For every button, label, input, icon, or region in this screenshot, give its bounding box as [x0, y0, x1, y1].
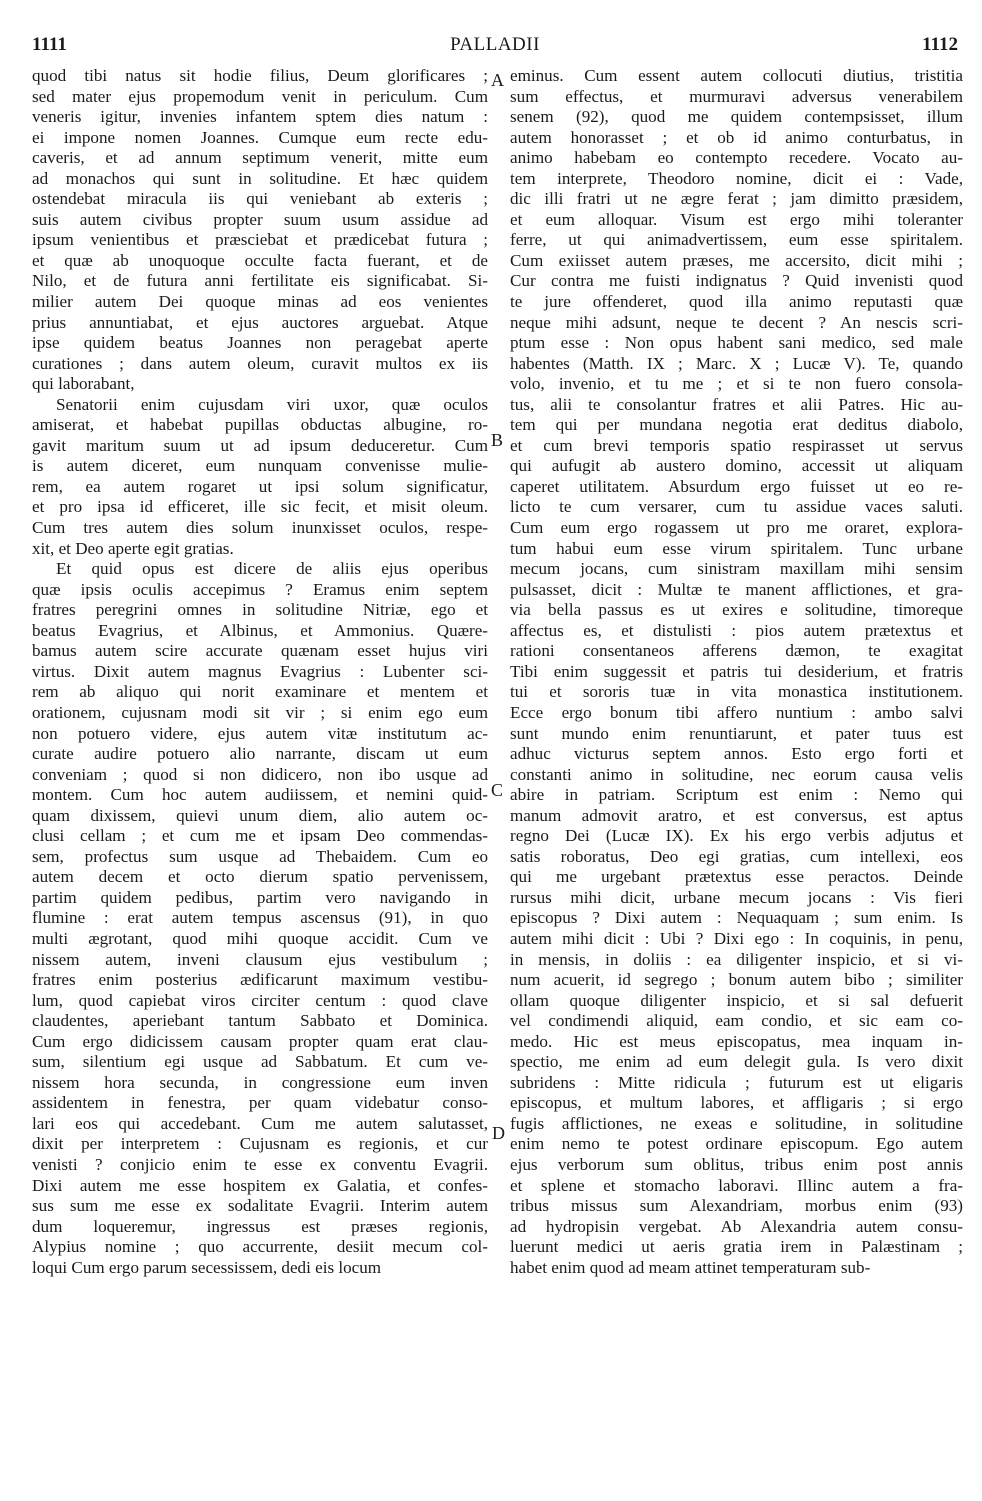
text-line: constanti animo in solitudine, nec eorum causa velis: [510, 764, 963, 784]
text-line: gavit maritum suum ut ad ipsum deduceretur. Cum: [32, 435, 488, 455]
text-line: Nilo, et de futura anni fertilitate eis significabat. Si-: [32, 271, 488, 291]
text-line: ejus verborum sum oblitus, tribus enim post annis: [510, 1154, 963, 1174]
text-line: nissem hora secunda, in congressione eum inven: [32, 1072, 488, 1092]
text-line: nissem autem, inveni clausum ejus vestibulum ;: [32, 949, 488, 969]
text-line: Cum tres autem dies solum inunxisset oculos, respe-: [32, 518, 488, 538]
text-line: orationem, cujusnam modi sit vir ; si enim ego eum: [32, 702, 488, 722]
text-line: adhuc victurus septem annos. Esto ergo forti et: [510, 744, 963, 764]
text-line: lari eos qui accedebant. Cum me autem salutasset,: [32, 1113, 488, 1133]
text-line: abire in patriam. Scriptum est enim : Nemo qui: [510, 785, 963, 805]
text-line: is autem diceret, eum nunquam convenisse mulie-: [32, 456, 488, 476]
text-line: sum effectus, et murmuravi adversus venerabilem: [510, 86, 963, 106]
text-line: sunt mundo enim renuntiarunt, et pater tuus est: [510, 723, 963, 743]
text-line: Tibi enim suggessit et patris tui desiderium, et fratris: [510, 661, 963, 681]
text-line: autem honorasset ; et ob id animo conturbatus, in: [510, 127, 963, 147]
text-line: tus, alii te consolantur fratres et alii Patres. Hic au-: [510, 394, 963, 414]
text-line: ipse quidem beatus Joannes non peragebat aperte: [32, 333, 488, 353]
text-line: caveris, et ad annum septimum venerit, mitte eum: [32, 148, 488, 168]
text-line: lum, quod capiebat viros circiter centum : quod clave: [32, 990, 488, 1010]
page-number-left: 1111: [32, 34, 67, 55]
text-line: rationi consentaneos afferens dæmon, te exagitat: [510, 641, 963, 661]
text-line: animo habebam eo contempto recedere. Vocato au-: [510, 148, 963, 168]
text-line: quæ ipsis oculis accepimus ? Eramus enim septem: [32, 579, 488, 599]
text-line: non potuero videre, ejus autem vitæ institutum ac-: [32, 723, 488, 743]
margin-marker-d: D: [492, 1123, 505, 1143]
text-line: eminus. Cum essent autem collocuti diutius, tristitia: [510, 66, 963, 85]
text-line: manum admovit aratro, et est conversus, est aptus: [510, 805, 963, 825]
text-line: loqui Cum ergo parum secessissem, dedi eis locum: [32, 1257, 382, 1277]
text-line: autem mihi dicit : Ubi ? Dixi ego : In coquinis, in penu,: [510, 928, 963, 948]
text-line: pulsasset, dicit : Multæ te manent afflictiones, et gra-: [510, 579, 963, 599]
text-line: in mensis, in doliis : ea diligenter inspicio, et si vi-: [510, 949, 963, 969]
text-line: assidentem in fenestra, per quam videbatur conso-: [32, 1093, 488, 1113]
text-line: tum habui eum esse virum spiritalem. Tunc urbane: [510, 538, 963, 558]
text-line: affectus es, et distulisti : pios autem prætextus et: [510, 620, 963, 640]
text-line: rem ab aliquo qui norit examinare et mentem et: [32, 682, 488, 702]
text-line: tribus missus sum Alexandriam, morbus enim (93): [510, 1196, 963, 1216]
text-line: licto te cum versarer, cum tu assidue vaces saluti.: [510, 497, 963, 517]
text-line: beatus Evagrius, et Albinus, et Ammonius. Quære-: [32, 620, 488, 640]
text-line: milier autem Dei quoque minas ad eos venientes: [32, 292, 488, 312]
text-line: sem, profectus sum usque ad Thebaidem. Cum eo: [32, 846, 488, 866]
margin-marker-b: B: [491, 430, 504, 450]
text-line: Ecce ergo bonum tibi affero nuntium : ambo salvi: [510, 702, 963, 722]
text-line: ad hydropisin vergebat. Ab Alexandria autem consu-: [510, 1216, 963, 1236]
text-line: conveniam ; quod si non didicero, non ibo usque ad: [32, 764, 488, 784]
text-line: Et quid opus est dicere de aliis ejus operibus: [56, 559, 488, 579]
text-line: et cum brevi temporis spatio respirasset ut servus: [510, 435, 963, 455]
text-line: sus sum me esse ex sodalitate Evagrii. Interim autem: [32, 1196, 488, 1216]
text-line: caperet utilitatem. Absurdum ergo fuisset ut eo re-: [510, 476, 963, 496]
running-title: PALLADII: [450, 34, 540, 55]
margin-marker-a: A: [491, 70, 504, 90]
text-line: dixit per interpretem : Cujusnam es regionis, et cur: [32, 1134, 488, 1154]
right-text-column: [510, 66, 963, 1278]
text-line: prius annuntiabat, et ejus auctores arguebat. Atque: [32, 312, 488, 332]
text-line: mecum jocans, cum sinistram maxillam mihi sensim: [510, 559, 963, 579]
text-line: sed mater ejus propemodum venit in periculum. Cum: [32, 86, 488, 106]
text-line: Senatorii enim cujusdam viri uxor, quæ oculos: [56, 394, 488, 414]
text-line: ipsum venientibus et præsciebat et prædicebat futura ;: [32, 230, 488, 250]
text-line: medo. Hic est meus episcopatus, mea inquam in-: [510, 1031, 963, 1051]
text-line: amiserat, et habebat pupillas obductas albugine, ro-: [32, 415, 488, 435]
text-line: quod tibi natus sit hodie filius, Deum glorificares ;: [32, 66, 488, 85]
text-line: Cum eum ergo rogassem ut pro me oraret, explora-: [510, 518, 963, 538]
text-line: montem. Cum hoc autem audiissem, et nemini quid-: [32, 785, 488, 805]
text-line: partim quidem pedibus, partim vero navigando in: [32, 887, 488, 907]
text-line: ei impone nomen Joannes. Cumque eum recte edu-: [32, 127, 488, 147]
text-line: autem decem et octo dierum spatio pervenissem,: [32, 867, 488, 887]
text-line: xit, et Deo aperte egit gratias.: [32, 538, 234, 558]
text-line: curate audire potuero alio narrante, discam ut eum: [32, 744, 488, 764]
text-line: episcopus, et multum labores, et affligaris ; si ergo: [510, 1093, 963, 1113]
text-line: te jure offenderet, quod illa animo reputasti quæ: [510, 292, 963, 312]
text-line: spectio, me enim ad eum delegit gula. Is vero dixit: [510, 1052, 963, 1072]
text-line: habentes (Matth. IX ; Marc. X ; Lucæ V). Te, quando: [510, 353, 963, 373]
text-line: subridens : Mitte ridicula ; futurum est ut eligaris: [510, 1072, 963, 1092]
text-line: via bella passus es ut exires e solitudine, timoreque: [510, 600, 963, 620]
text-line: ollam quoque diligenter inspicio, et si sal defuerit: [510, 990, 963, 1010]
text-line: senem (92), quod me quidem contempsisset, illum: [510, 107, 963, 127]
text-line: veneris igitur, invenies infantem sptem dies natum :: [32, 107, 488, 127]
text-line: dum loqueremur, ingressus est præses regionis,: [32, 1216, 488, 1236]
text-line: et pro ipsa id efficeret, ille sic fecit, et misit oleum.: [32, 497, 488, 517]
text-line: virtus. Dixit autem magnus Evagrius : Lubenter sci-: [32, 661, 488, 681]
margin-marker-c: C: [491, 780, 504, 800]
text-line: ferre, ut qui animadvertissem, eum esse spiritalem.: [510, 230, 963, 250]
text-line: habet enim quod ad meam attinet temperaturam sub-: [510, 1257, 871, 1277]
text-line: Dixi autem me esse hospitem ex Galatia, et confes-: [32, 1175, 488, 1195]
text-line: episcopus ? Dixi autem : Nequaquam ; sum enim. Is: [510, 908, 963, 928]
text-line: Alypius nomine ; quo accurrente, desiit mecum col-: [32, 1237, 488, 1257]
left-text-column: [32, 66, 488, 1278]
text-line: vel condimendi aliquid, eam condio, et sic eam co-: [510, 1011, 963, 1031]
page-header: [32, 34, 958, 56]
text-line: fratres enim posterius ædificarunt maximum vestibu-: [32, 970, 488, 990]
text-line: num acuerit, id segrego ; bonum autem bibo ; similiter: [510, 970, 963, 990]
text-line: sum, silentium egi usque ad Sabbatum. Et cum ve-: [32, 1052, 488, 1072]
text-line: venisti ? conjicio enim te esse ex conventu Evagrii.: [32, 1154, 488, 1174]
text-line: bamus autem scire accurate quænam esset hujus viri: [32, 641, 488, 661]
text-line: Cum exiisset autem præses, me accersito, dicit mihi ;: [510, 250, 963, 270]
text-line: Cum ergo didicissem causam propter quam erat clau-: [32, 1031, 488, 1051]
text-line: tem qui per mundana negotia erat deditus diabolo,: [510, 415, 963, 435]
text-line: quam dixissem, quievi unum diem, alio autem oc-: [32, 805, 488, 825]
text-line: et quæ ab unoquoque occulte facta fuerant, et de: [32, 250, 488, 270]
text-line: ostendebat miracula iis qui veniebant ab exteris ;: [32, 189, 488, 209]
text-line: tem interprete, Theodoro nomine, dicit ei : Vade,: [510, 168, 963, 188]
text-line: qui me urgebant prætextus esse peractos. Deinde: [510, 867, 963, 887]
text-line: Cur contra me fuisti indignatus ? Quid invenisti quod: [510, 271, 963, 291]
text-line: volo, invenio, et tu me ; et si te non fuero consola-: [510, 374, 963, 394]
text-line: ptum esse : Non opus habent sani medico, sed male: [510, 333, 963, 353]
text-line: luerunt medici ut aeris gratia irem in Palæstinam ;: [510, 1237, 963, 1257]
text-line: satis roboratus, Deo egi gratias, cum intellexi, eos: [510, 846, 963, 866]
text-line: tui et sororis tuæ in vita monastica institutionem.: [510, 682, 963, 702]
text-line: dic illi fratri ut ne ægre ferat ; jam dimitto præsidem,: [510, 189, 963, 209]
text-line: suis autem civibus propter suum usum assidue ad: [32, 209, 488, 229]
text-line: ad monachos qui sunt in solitudine. Et hæc quidem: [32, 168, 488, 188]
text-line: neque mihi adsunt, neque te decent ? An nescis scri-: [510, 312, 963, 332]
text-line: et eum alloquar. Visum est ergo mihi toleranter: [510, 209, 963, 229]
text-line: multi ægrotant, quod mihi quoque accidit. Cum ve: [32, 928, 488, 948]
page-number-right: 1112: [922, 34, 958, 55]
text-line: fugis afflictiones, ne exeas e solitudine, in solitudine: [510, 1113, 963, 1133]
text-line: qui aufugit ab austero domino, accessit ut aliquam: [510, 456, 963, 476]
text-line: curationes ; dans autem oleum, curavit multos ex iis: [32, 353, 488, 373]
text-line: rem, ea autem rogaret ut ipsi solum significatur,: [32, 476, 488, 496]
text-line: claudentes, aperiebant tantum Sabbato et Dominica.: [32, 1011, 488, 1031]
text-line: qui laborabant,: [32, 374, 135, 394]
text-line: rursus mihi dicit, urbane mecum jocans : Vis fieri: [510, 887, 963, 907]
text-line: fratres peregrini omnes in solitudine Nitriæ, ego et: [32, 600, 488, 620]
text-line: flumine : erat autem tempus ascensus (91), in quo: [32, 908, 488, 928]
text-line: enim nemo te potest ordinare episcopum. Ego autem: [510, 1134, 963, 1154]
text-line: et splene et stomacho laboravi. Illinc autem a fra-: [510, 1175, 963, 1195]
text-line: clusi cellam ; et cum me et ipsam Deo commendas-: [32, 826, 488, 846]
text-line: regno Dei (Lucæ IX). Ex his ergo verbis adjutus et: [510, 826, 963, 846]
